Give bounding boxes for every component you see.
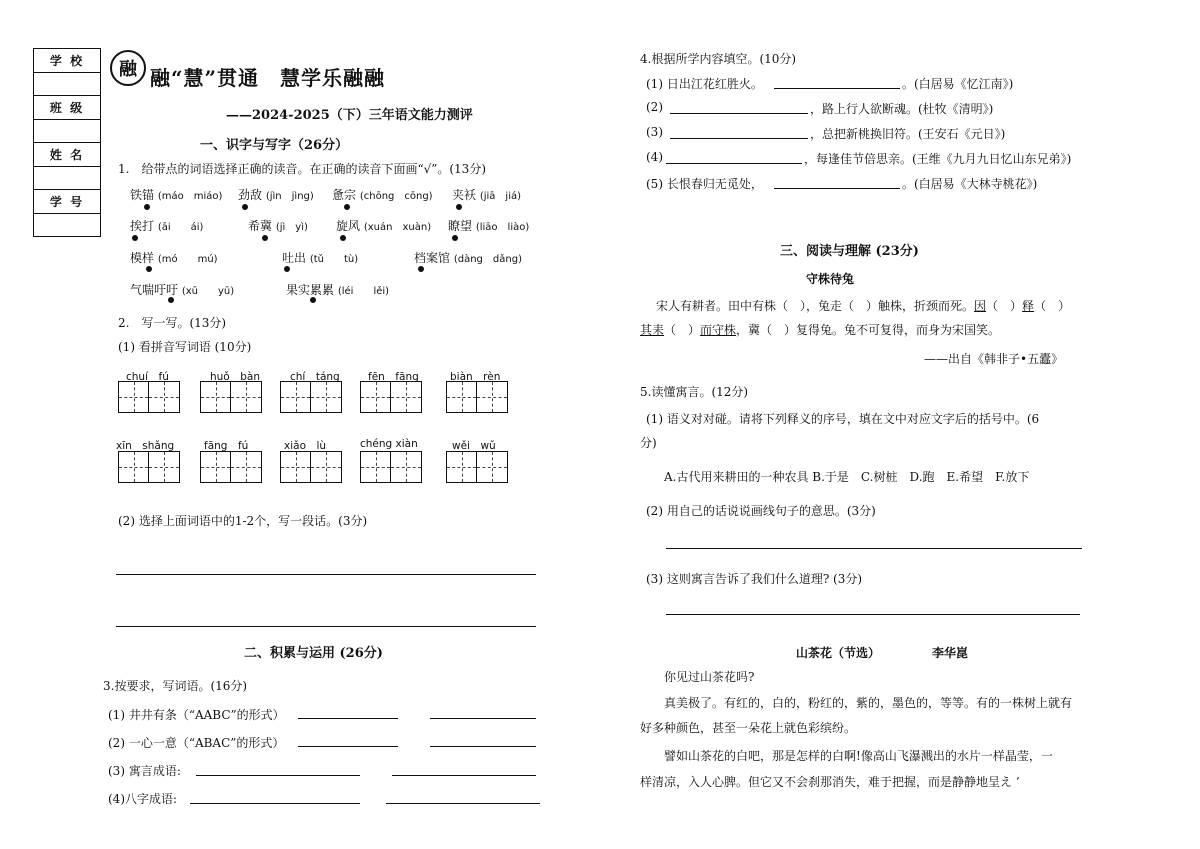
- answer-line[interactable]: [430, 746, 536, 747]
- pinyin-label: xīn shǎng: [116, 440, 175, 452]
- answer-line[interactable]: [666, 548, 1082, 549]
- q4-item-post: 。(白居易《大林寺桃花》): [902, 177, 1038, 191]
- q2-sub2: (2) 选择上面词语中的1-2个，写一段话。(3分): [118, 514, 368, 528]
- emphasis-dot-icon: [144, 204, 150, 210]
- q1-item: 希冀 (jì yì): [248, 219, 308, 233]
- q1-item: 劲敌 (jìn jìng): [238, 188, 314, 202]
- class-field[interactable]: [34, 120, 100, 143]
- writing-grid[interactable]: [200, 381, 262, 413]
- passage2-p2b: 好多种颜色，甚至一朵花上就色彩缤纷。: [640, 721, 857, 735]
- passage2-author: 李华崑: [932, 646, 969, 660]
- number-field[interactable]: [34, 214, 100, 236]
- q1-item: 模样 (mó mú): [130, 251, 218, 265]
- emphasis-dot-icon: [132, 235, 138, 241]
- emphasis-dot-icon: [262, 235, 268, 241]
- answer-line[interactable]: [666, 163, 802, 164]
- passage2-p2a: 真美极了。有红的，白的，粉红的，紫的，墨色的，等等。有的一株树上就有: [664, 696, 1073, 710]
- emphasis-dot-icon: [418, 266, 424, 272]
- q1-item: 果实累累 (léi lěi): [286, 283, 390, 297]
- school-field[interactable]: [34, 73, 100, 96]
- answer-line[interactable]: [392, 775, 536, 776]
- answer-line[interactable]: [430, 718, 536, 719]
- pinyin-label: chí táng: [290, 371, 340, 383]
- writing-grid[interactable]: [360, 381, 422, 413]
- writing-grid[interactable]: [446, 381, 508, 413]
- pinyin-label: biàn rèn: [450, 371, 501, 383]
- pinyin-label: fēn fāng: [368, 371, 419, 383]
- q1-item: 旋风 (xuán xuàn): [336, 219, 432, 233]
- passage1-title: 守株待兔: [806, 272, 855, 286]
- q1-item: 气喘吁吁 (xū yū): [130, 283, 235, 297]
- writing-grid[interactable]: [118, 381, 180, 413]
- q1-item: 挨打 (āi ái): [130, 219, 204, 233]
- page-title: 融“慧”贯通 慧学乐融融: [150, 66, 386, 90]
- answer-line[interactable]: [116, 626, 536, 627]
- pinyin-label: huǒ bàn: [210, 371, 260, 383]
- section3-title: 三、阅读与理解 (23分): [780, 244, 919, 259]
- q4-item-pre: (3): [646, 125, 663, 139]
- name-label: 姓 名: [34, 143, 100, 167]
- writing-grid[interactable]: [118, 451, 180, 483]
- answer-line[interactable]: [298, 746, 398, 747]
- q2-prompt: 2. 写一写。(13分): [118, 316, 227, 330]
- school-label: 学 校: [34, 49, 100, 73]
- q4-item-post: ，路上行人欲断魂。(杜牧《清明》): [810, 102, 994, 116]
- q4-item-post: ，总把新桃换旧符。(王安石《元日》): [810, 127, 1006, 141]
- q4-item-pre: (4): [646, 150, 663, 164]
- q2-sub1: (1) 看拼音写词语 (10分): [118, 340, 252, 354]
- emphasis-dot-icon: [310, 297, 316, 303]
- q5-options: A.古代用来耕田的一种农具 B.于是 C.树桩 D.跑 E.希望 F.放下: [664, 470, 1030, 484]
- writing-grid[interactable]: [200, 451, 262, 483]
- q5-sub1-cont: 分): [640, 436, 657, 450]
- emphasis-dot-icon: [146, 266, 152, 272]
- emphasis-dot-icon: [242, 204, 248, 210]
- pinyin-label: fāng fú: [204, 440, 249, 452]
- emphasis-dot-icon: [456, 204, 462, 210]
- answer-line[interactable]: [116, 574, 536, 575]
- q5-sub1: (1) 语义对对碰。请将下列释义的序号，填在文中对应文字后的括号中。(6: [646, 412, 1040, 426]
- emphasis-dot-icon: [284, 266, 290, 272]
- pinyin-label: xiǎo lù: [284, 440, 327, 452]
- q1-item: 夹袄 (jiā jiá): [452, 188, 522, 202]
- answer-line[interactable]: [666, 614, 1080, 615]
- answer-line[interactable]: [190, 803, 360, 804]
- q4-item-pre: (1) 日出江花红胜火。: [646, 77, 763, 91]
- q4-item-post: ，每逢佳节倍思亲。(王维《九月九日忆山东兄弟》): [804, 152, 1072, 166]
- q3-item: (4)八字成语:: [108, 792, 178, 806]
- section2-title: 二、积累与运用 (26分): [244, 646, 383, 661]
- passage2-p3b: 样清凉，入人心脾。但它又不会刹那消失，难于把握，而是静静地呈え ’: [640, 775, 1020, 789]
- q5-sub2: (2) 用自己的话说说画线句子的意思。(3分): [646, 504, 876, 518]
- passage2-p3a: 譬如山茶花的白吧，那是怎样的白啊!像高山飞瀑溅出的水片一样晶莹，一: [664, 749, 1053, 763]
- q5-sub3: (3) 这则寓言告诉了我们什么道理? (3分): [646, 572, 863, 586]
- passage2-title: 山茶花（节选）: [796, 646, 881, 660]
- answer-line[interactable]: [196, 775, 360, 776]
- writing-grid[interactable]: [280, 451, 342, 483]
- answer-line[interactable]: [670, 113, 808, 114]
- student-info-box: [33, 48, 101, 237]
- q3-item: (1) 井井有条（“AABC”的形式）: [108, 708, 285, 722]
- q4-item-post: 。(白居易《忆江南》): [902, 77, 1014, 91]
- class-label: 班 级: [34, 96, 100, 120]
- q1-prompt: 1. 给带点的词语选择正确的读音。在正确的读音下面画“√”。(13分): [118, 162, 487, 176]
- q3-prompt: 3.按要求，写词语。(16分): [103, 679, 248, 693]
- pinyin-label: chéng xiàn: [360, 438, 418, 450]
- emphasis-dot-icon: [340, 235, 346, 241]
- passage1-line2: 其耒（ ）而守株，冀（ ）复得兔。兔不可复得，而身为宋国笑。: [640, 323, 1001, 337]
- number-label: 学 号: [34, 190, 100, 214]
- q4-prompt: 4.根据所学内容填空。(10分): [640, 52, 797, 66]
- passage1-line1: 宋人有耕者。田中有株（ ），兔走（ ）触株，折颈而死。因（ ）释（ ）: [656, 299, 1071, 313]
- q1-item: 瞭望 (liāo liào): [448, 219, 530, 233]
- q5-prompt: 5.读懂寓言。(12分): [640, 385, 749, 399]
- logo-icon: 融: [110, 50, 146, 86]
- answer-line[interactable]: [774, 88, 900, 89]
- answer-line[interactable]: [386, 803, 540, 804]
- writing-grid[interactable]: [360, 451, 422, 483]
- answer-line[interactable]: [670, 138, 808, 139]
- q1-item: 吐出 (tǔ tù): [282, 251, 359, 265]
- name-field[interactable]: [34, 167, 100, 190]
- q3-item: (2) 一心一意（“ABAC”的形式）: [108, 736, 285, 750]
- pinyin-label: wěi wǔ: [452, 440, 496, 452]
- page-subtitle: ——2024-2025（下）三年语文能力测评: [226, 108, 473, 123]
- q1-item: 档案馆 (dàng dǎng): [414, 251, 522, 265]
- q4-item-pre: (5) 长恨春归无觅处，: [646, 177, 763, 191]
- answer-line[interactable]: [774, 188, 900, 189]
- emphasis-dot-icon: [344, 204, 350, 210]
- q3-item: (3) 寓言成语:: [108, 764, 181, 778]
- q1-item: 惫宗 (chōng cōng): [332, 188, 433, 202]
- answer-line[interactable]: [298, 718, 398, 719]
- writing-grid[interactable]: [446, 451, 508, 483]
- passage2-p1: 你见过山茶花吗?: [664, 670, 755, 684]
- q1-item: 铁锚 (máo miáo): [130, 188, 223, 202]
- writing-grid[interactable]: [280, 381, 342, 413]
- q4-item-pre: (2): [646, 100, 663, 114]
- emphasis-dot-icon: [168, 297, 174, 303]
- passage1-source: ——出自《韩非子•五蠹》: [924, 352, 1064, 366]
- emphasis-dot-icon: [452, 235, 458, 241]
- section1-title: 一、识字与写字（26分）: [200, 138, 349, 153]
- pinyin-label: chuí fú: [126, 371, 169, 383]
